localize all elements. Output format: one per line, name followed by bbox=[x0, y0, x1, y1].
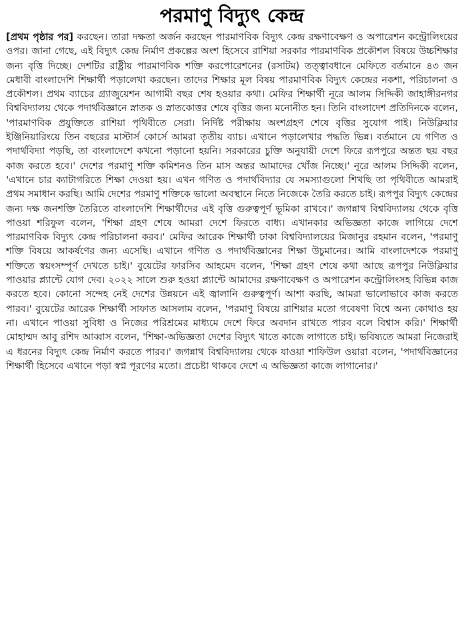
article-body-text: করছেন। তারা দক্ষতা অর্জন করছেন পারমাণবিক বিদ্যুৎ কেন্দ্র রক্ষণাবেক্ষণ ও অপারেশন কন্ট্রোলিংয়ের ওপর। জানা গেছে, এই বিদ্যুৎ কেন্দ্র নির্মাণ প্রকল্পের অংশ হিসেবে রাশিয়া সরকার পারমাণবিক প্রকৌশল বিষয়ে উচ্চশিক্ষার জন্য বৃত্তি দিচ্ছে। দেশটির রাষ্ট্রীয় পারমাণবিক শক্তি করপোরেশনের (রসাটম) তত্ত্বাবধানে মেফিতে বর্তমানে ৪৩ জন মেধাবী বাংলাদেশি শিক্ষার্থী পড়ালেখা করছেন। তাদের শিক্ষার মূল বিষয় পারমাণবিক বিদ্যুৎ কেন্দ্রের নকশা, পরিচালনা ও প্রকৌশল। প্রথম ব্যাচের গ্র্যাজুয়েশন আগামী বছর শেষ হওয়ার কথা। মেফির শিক্ষার্থী নূরে আলম সিদ্দিকী জাহাঙ্গীরনগর বিশ্ববিদ্যালয় থেকে পদার্থবিজ্ঞানে স্নাতক ও স্নাতকোত্তর শেষে বৃত্তির জন্য মনোনীত হন। তিনি বাংলাদেশ প্রতিদিনকে বলেন, 'পারমাণবিক প্রযুক্তিতে রাশিয়া পৃথিবীতে সেরা। নির্দিষ্ট পরীক্ষায় অংশগ্রহণ শেষে বৃত্তির সুযোগ পাই। নিউক্লিয়ার ইঞ্জিনিয়ারিংয়ে তিন বছরের মাস্টার্স কোর্সে আমরা তৃতীয় ব্যাচ। এখানে পড়ালেখার পদ্ধতি ভিন্ন। বর্তমানে যে গণিত ও পদার্থবিদ্যা পড়ছি, তা বাংলাদেশে কখনো পড়ানো হয়নি। সরকারের চুক্তি অনুযায়ী দেশে ফিরে রূপপুরে অন্তত ছয় বছর কাজ করতে হবে।' দেশের পরমাণু শক্তি কমিশনও তিন মাস অন্তর আমাদের খোঁজ নিচ্ছে।' নূরে আলম সিদ্দিকী বলেন, 'এখানে চার ক্যাটাগরিতে শিক্ষা দেওয়া হয়। এখন গণিত ও পদার্থবিদ্যার যে সমস্যাগুলো শিখছি তা পৃথিবীতে আমরাই প্রথম সমাধান করছি। আমি দেশের পরমাণু শক্তিকে ভালো অবস্থানে নিতে নিজেকে তৈরি করতে চাই। রূপপুর বিদ্যুৎ কেন্দ্রের জন্য দক্ষ জনশক্তি তৈরিতে বাংলাদেশি শিক্ষার্থীদের এই বৃত্তি গুরুত্বপূর্ণ ভূমিকা রাখবে।' জগন্নাথ বিশ্ববিদ্যালয় থেকে বৃত্তি পাওয়া শরিফুল বলেন, 'শিক্ষা গ্রহণ শেষে আমরা দেশে ফিরতে বাধ্য। এখানকার অভিজ্ঞতা কাজে লাগিয়ে দেশে পারমাণবিক বিদ্যুৎ কেন্দ্র পরিচালনা করব।' মেফির আরেক শিক্ষার্থী ঢাকা বিশ্ববিদ্যালয়ের মিজানুর রহমান বলেন, 'পরমাণু শক্তি বিষয়ে আকর্ষণের জন্য এসেছি। এখানে গণিত ও পদার্থবিজ্ঞানের শিক্ষা উচুমানের। আমি বাংলাদেশকে পরমাণু শক্তিতে স্বয়ংসম্পূর্ণ দেখতে চাই।' বুয়েটের ফারসিব আহমেদ বলেন, 'শিক্ষা গ্রহণ শেষে কথা আছে রূপপুর নিউক্লিয়ার পাওয়ার প্ল্যান্টে যোগ দেব। ২০২২ সালে শুরু হওয়া প্ল্যান্টে আমাদের রক্ষণাবেক্ষণ ও অপারেশন কন্ট্রোলিংসহ বিভিন্ন কাজ করতে হবে। কোনো সন্দেহ নেই দেশের উন্নয়নে এই জ্বালানি গুরুত্বপূর্ণ। আশা করছি, আমরা ভালোভাবে কাজ করতে পারব।' বুয়েটের আরেক শিক্ষার্থী সাফাত আসলাম বলেন, 'পরমাণু বিষয়ে রাশিয়ার মতো গবেষণা বিশ্বে অন্য কোথাও হয় না। এখানে পাওয়া সুবিধা ও নিজের পরিশ্রমের মাধ্যমে দেশে ফিরে অবদান রাখতে পারব বলে বিশ্বাস করি।' শিক্ষার্থী মোহাম্মদ আবু রশিদ আব্বাস বলেন, 'শিক্ষা-অভিজ্ঞতা দেশের বিদ্যুৎ খাতে কাজে লাগাতে চাই। ভবিষ্যতে আমরা নিজেরাই এ ধরনের বিদ্যুৎ কেন্দ্র নির্মাণ করতে পারব।' জগন্নাথ বিশ্ববিদ্যালয় থেকে যাওয়া শাফিউল ওয়ারা বলেন, 'পদার্থবিজ্ঞানের শিক্ষার্থী হিসেবে এখানে পড়া স্বপ্ন পূরণের মতো। প্রচেষ্টা থাকবে দেশে এ অভিজ্ঞতা কাজে লাগানোর।' bbox=[6, 32, 459, 372]
article-headline: পরমাণু বিদ্যুৎ কেন্দ্র bbox=[159, 5, 305, 27]
article-body bbox=[6, 31, 458, 374]
continuation-marker: [প্রথম পৃষ্ঠার পর] bbox=[6, 32, 74, 43]
